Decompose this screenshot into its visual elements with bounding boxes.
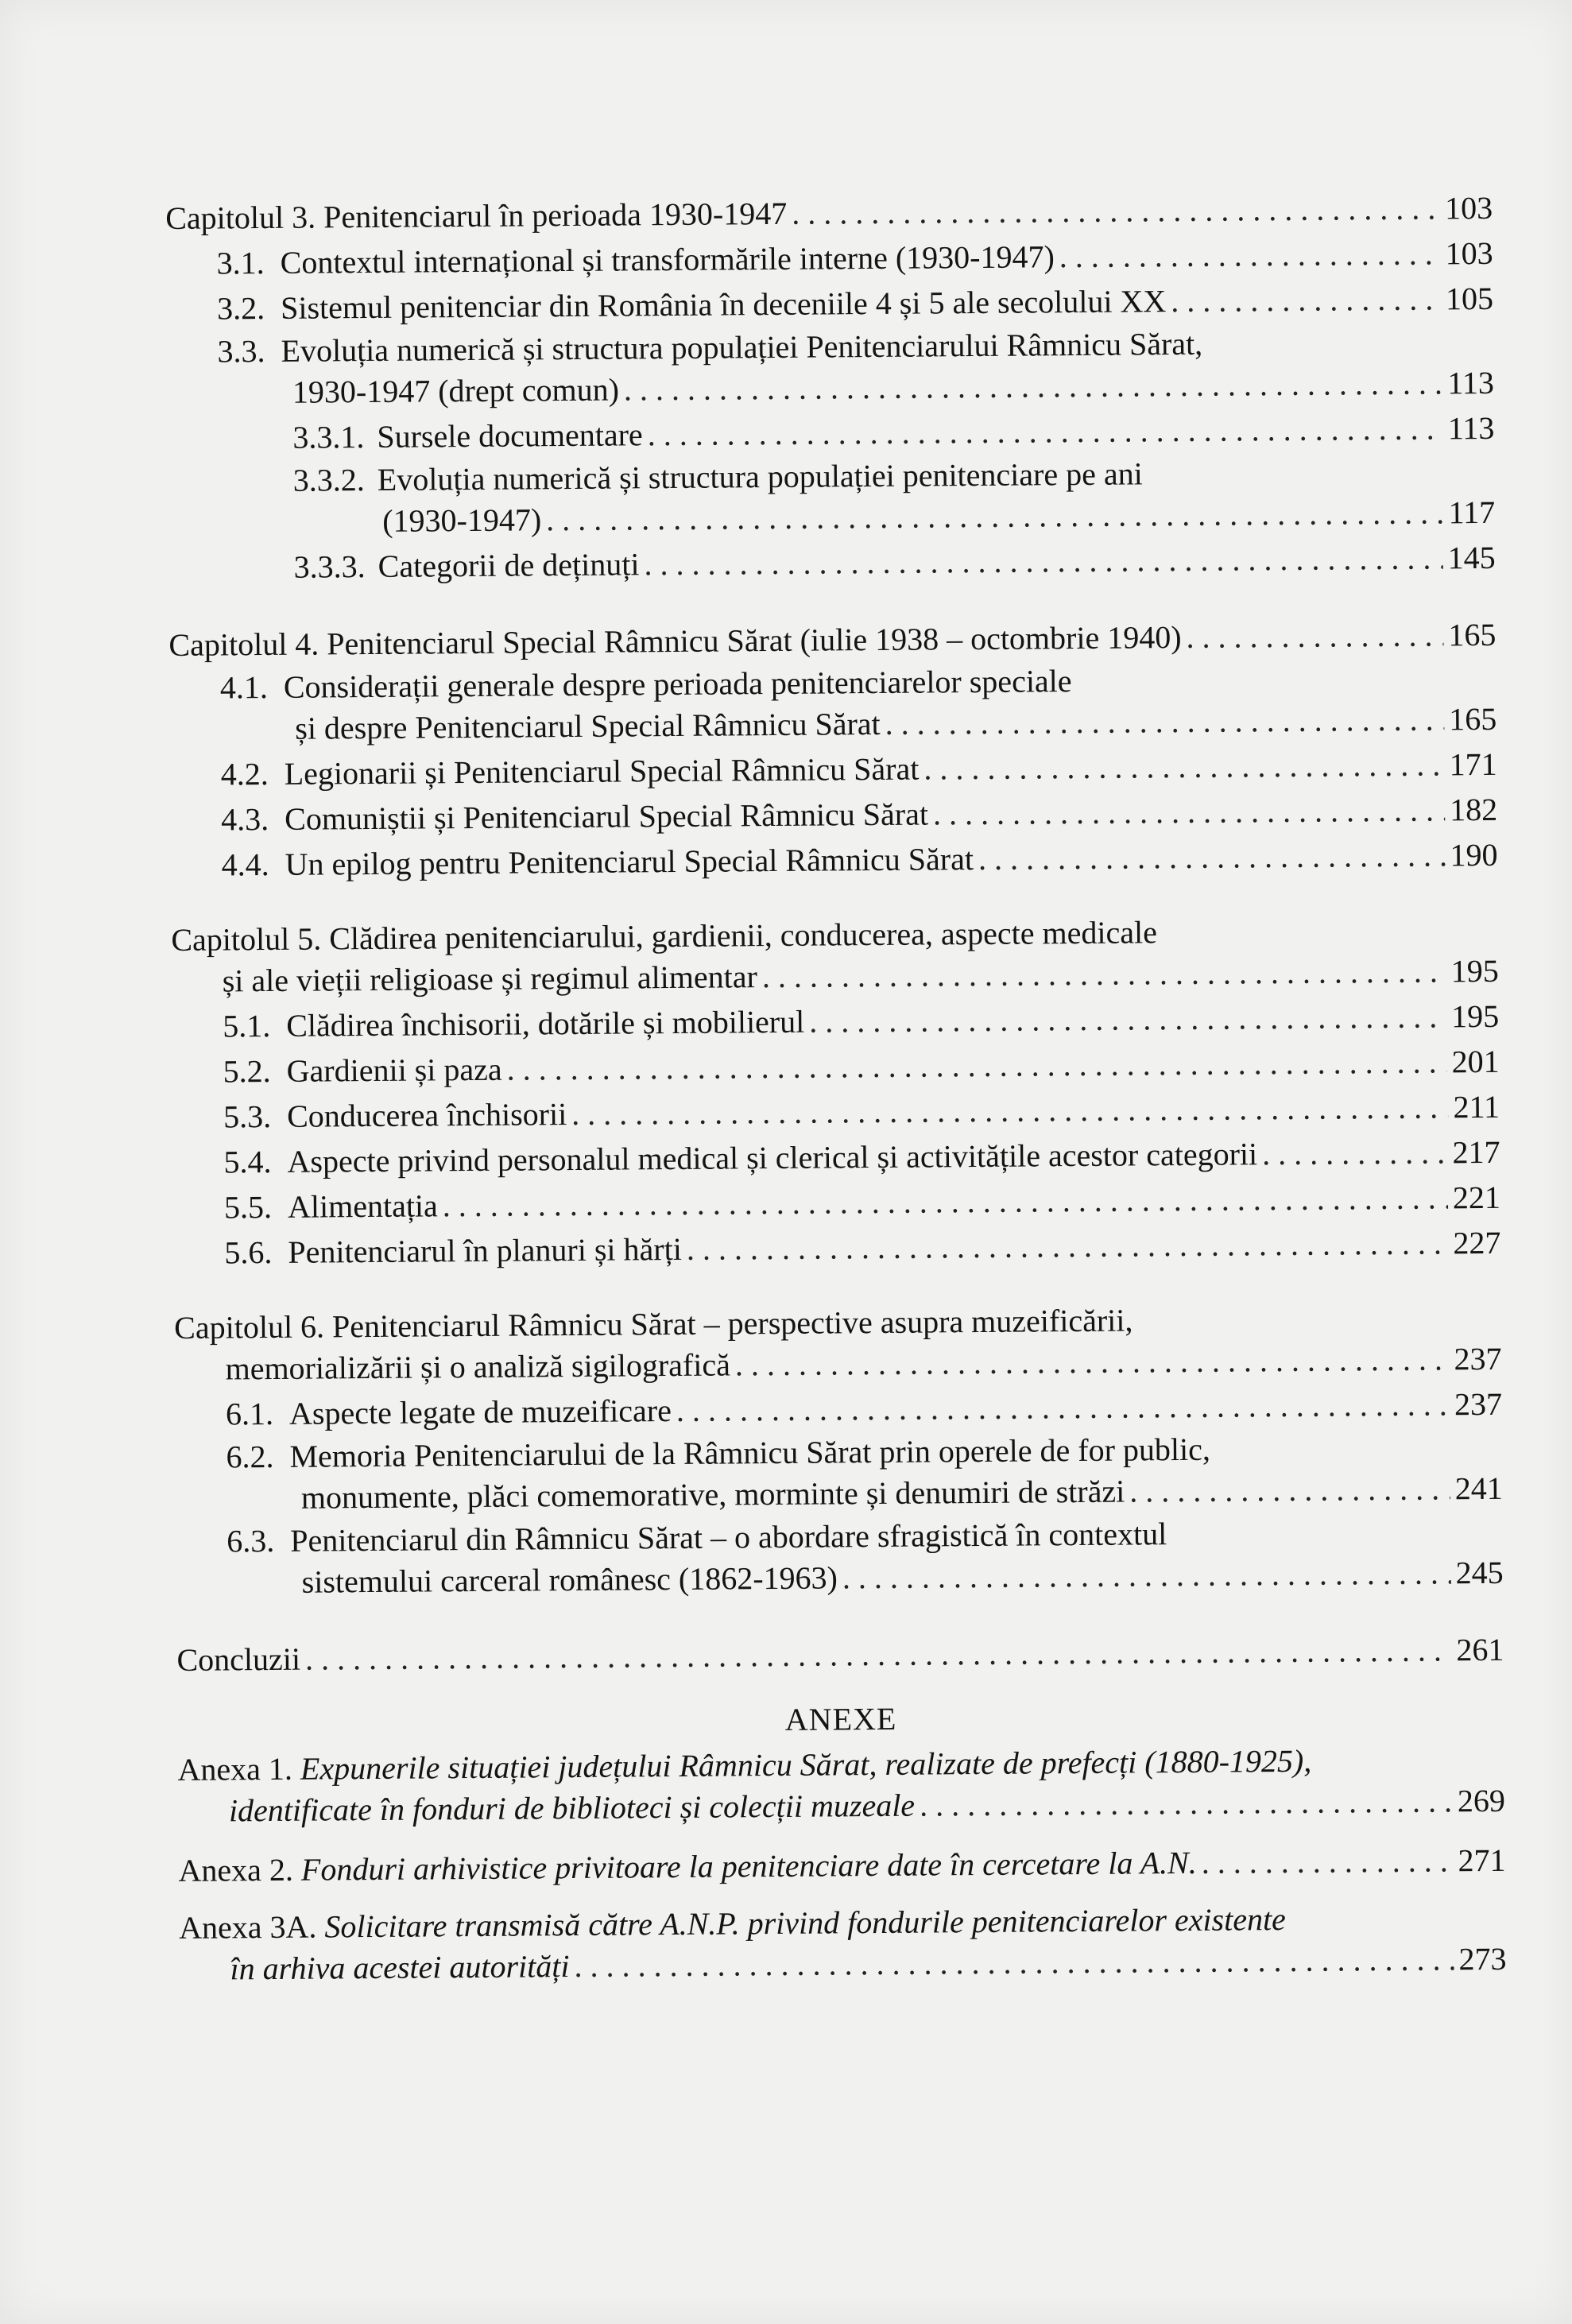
toc-entry-title-continued: sistemului carceral românesc (1862-1963) [301,1559,838,1600]
toc-entry-title-continued: monumente, plăci comemorative, morminte și denumiri de străzi [300,1473,1125,1516]
toc-entry-title: Considerații generale despre perioada penitenciarelor speciale [283,663,1072,705]
toc-entry-title: Evoluția numerică și structura populației Penitenciarului Râmnicu Sărat, [281,325,1203,369]
toc-entry-title: Clădirea închisorii, dotările și mobilierul [286,1003,805,1044]
anexa-title: Solicitare transmisă către A.N.P. privind fondurile penitenciarelor existente [324,1900,1287,1945]
toc-page-number: 245 [1455,1554,1504,1591]
toc-entry-title: Conducerea închisorii [286,1096,567,1134]
toc-page-number: 217 [1452,1133,1500,1171]
toc-page-number: 237 [1454,1340,1502,1377]
anexa-title: Fonduri arhivistice privitoare la penitenciare date în cercetare la A.N. [300,1844,1197,1888]
toc-entry-title: Penitenciarul în planuri și hărți [288,1230,683,1270]
toc-page-number: 237 [1454,1385,1503,1423]
section-number: 3.3.1. [292,419,365,455]
section-number: 3.3.3. [293,548,366,585]
toc-entry-title: Capitolul 4. Penitenciarul Special Râmnicu Sărat (iulie 1938 – octombrie 1940) [168,618,1182,663]
dot-leader [506,1039,1446,1091]
toc-entry-title: Aspecte legate de muzeificare [288,1392,672,1431]
anexa-label: Anexa 1. [177,1750,293,1788]
toc-page-number: 269 [1457,1782,1506,1819]
toc-page-number: 113 [1447,364,1495,401]
dot-leader [735,1336,1450,1387]
toc-entry-title: Alimentația [287,1187,438,1225]
anexa-title-continued: identificate în fonduri de biblioteci și colecții muzeale [228,1787,916,1829]
section-number: 5.2. [223,1052,271,1090]
dot-leader [809,994,1446,1044]
toc-entry-title: Comuniștii și Penitenciarul Special Râmnicu Sărat [284,796,929,837]
dot-leader [624,360,1443,412]
dot-leader [647,405,1443,457]
dot-leader [1171,276,1441,323]
section-number: 5.4. [223,1143,272,1180]
dot-leader [1059,230,1441,279]
toc-page-number: 190 [1450,836,1498,873]
toc-page-number: 165 [1449,700,1497,738]
dot-leader [305,1627,1452,1681]
section-number: 3.2. [216,290,265,327]
section-number: 5.5. [223,1188,273,1226]
dot-leader [644,535,1443,587]
toc-page-number: 182 [1449,791,1498,828]
toc-entry-title: Capitolul 5. Clădirea penitenciarului, gardienii, conducerea, aspecte medicale [171,914,1158,958]
toc-page-number: 103 [1445,234,1493,272]
toc-entry-title: Categorii de deținuți [378,546,640,584]
dot-leader [1262,1129,1448,1176]
dot-leader [885,696,1444,746]
dot-leader [1202,1838,1454,1884]
dot-leader [933,787,1446,836]
toc-page-number: 195 [1450,952,1499,990]
section-number: 4.4. [221,846,269,883]
toc-entry-title-continued: memorializării și o analiză sigilografică [225,1346,731,1387]
anexa-label: Anexa 2. [178,1851,294,1888]
toc-entry-title-continued: 1930-1947 (drept comun) [292,371,620,410]
dot-leader [762,948,1446,999]
dot-leader [842,1550,1451,1600]
section-number: 4.3. [220,801,269,838]
section-number: 6.1. [225,1395,274,1432]
anexe-heading: ANEXE [784,1700,897,1737]
toc-entry-title-continued: și ale vieții religioase și regimul alimentar [222,959,758,999]
dot-leader [546,490,1444,542]
toc-page-number: 201 [1451,1043,1500,1080]
toc-entry-title: Un epilog pentru Penitenciarul Special Râmnicu Sărat [285,841,974,882]
toc-entry-title: Concluzii [176,1640,301,1678]
dot-leader [676,1381,1450,1433]
section-number: 5.1. [223,1007,271,1044]
toc-entry-title: Capitolul 6. Penitenciarul Râmnicu Sărat – perspective asupra muzeificării, [174,1302,1133,1346]
section-number: 5.6. [224,1234,273,1271]
toc-entry-concluzii[interactable] [176,1627,1504,1683]
toc-page-number: 271 [1458,1842,1506,1879]
table-of-contents [165,185,1507,1992]
toc-page-number: 165 [1448,616,1496,653]
toc-page-number: 195 [1450,997,1500,1035]
toc-entry-title: Legionarii și Penitenciarul Special Râmnicu Sărat [284,750,920,792]
toc-entry-title: Sursele documentare [377,416,643,455]
toc-entry-title-continued: și despre Penitenciarul Special Râmnicu Sărat [295,705,881,746]
toc-entry-title: Penitenciarul din Râmnicu Sărat – o abordare sfragistică în contextul [290,1516,1167,1559]
section-number: 3.1. [216,245,265,281]
section-number: 6.2. [226,1438,274,1475]
section-number: 4.2. [220,756,269,792]
section-number: 4.1. [219,669,269,706]
section-number: 5.3. [223,1098,272,1135]
dot-leader [1186,612,1443,660]
toc-entry-anexa-3a-continued[interactable] [179,1936,1506,1992]
toc-page-number: 145 [1447,539,1496,576]
dot-leader [687,1220,1449,1272]
dot-leader [920,1778,1453,1827]
dot-leader [571,1084,1449,1137]
toc-entry-title: Memoria Penitenciarului de la Râmnicu Sărat prin operele de for public, [289,1431,1211,1474]
toc-entry-title: Aspecte privind personalul medical și clerical și activitățile acestor categorii [287,1136,1258,1179]
toc-page-number: 171 [1449,746,1497,783]
toc-page-number: 273 [1458,1940,1507,1977]
toc-page-number: 117 [1448,494,1496,531]
section-number: 3.3.2. [292,462,365,498]
toc-page-number: 241 [1454,1470,1504,1507]
anexa-label: Anexa 3A. [178,1908,317,1946]
toc-page-number: 103 [1444,189,1493,227]
toc-entry-title-continued: (1930-1947) [382,502,542,539]
toc-entry-title: Gardienii și paza [286,1051,502,1089]
anexa-title-continued: în arhiva acestei autorități [230,1948,570,1987]
toc-page-number: 221 [1452,1179,1501,1216]
toc-page-number: 113 [1447,409,1495,447]
toc-entry-title: Contextul internațional și transformările interne (1930-1947) [280,238,1055,281]
toc-page-number: 105 [1445,280,1494,317]
anexa-title: Expunerile situației județului Râmnicu Sărat, realizate de prefecți (1880-1925), [300,1742,1312,1787]
toc-entry-title: Sistemul penitenciar din România în deceniile 4 și 5 ale secolului XX [280,283,1167,326]
dot-leader [443,1175,1449,1228]
toc-entry-title: Evoluția numerică și structura populației penitenciare pe ani [377,455,1143,498]
dot-leader [1129,1466,1450,1513]
toc-page-number: 211 [1453,1088,1500,1125]
dot-leader [574,1936,1454,1989]
section-number: 6.3. [227,1522,275,1559]
dot-leader [792,185,1440,235]
toc-page-number: 261 [1456,1631,1504,1668]
dot-leader [923,742,1445,791]
toc-entry-title: Capitolul 3. Penitenciarul în perioada 1930-1947 [165,195,788,236]
section-number: 3.3. [217,333,265,370]
toc-page-number: 227 [1453,1224,1501,1261]
dot-leader [978,832,1446,881]
